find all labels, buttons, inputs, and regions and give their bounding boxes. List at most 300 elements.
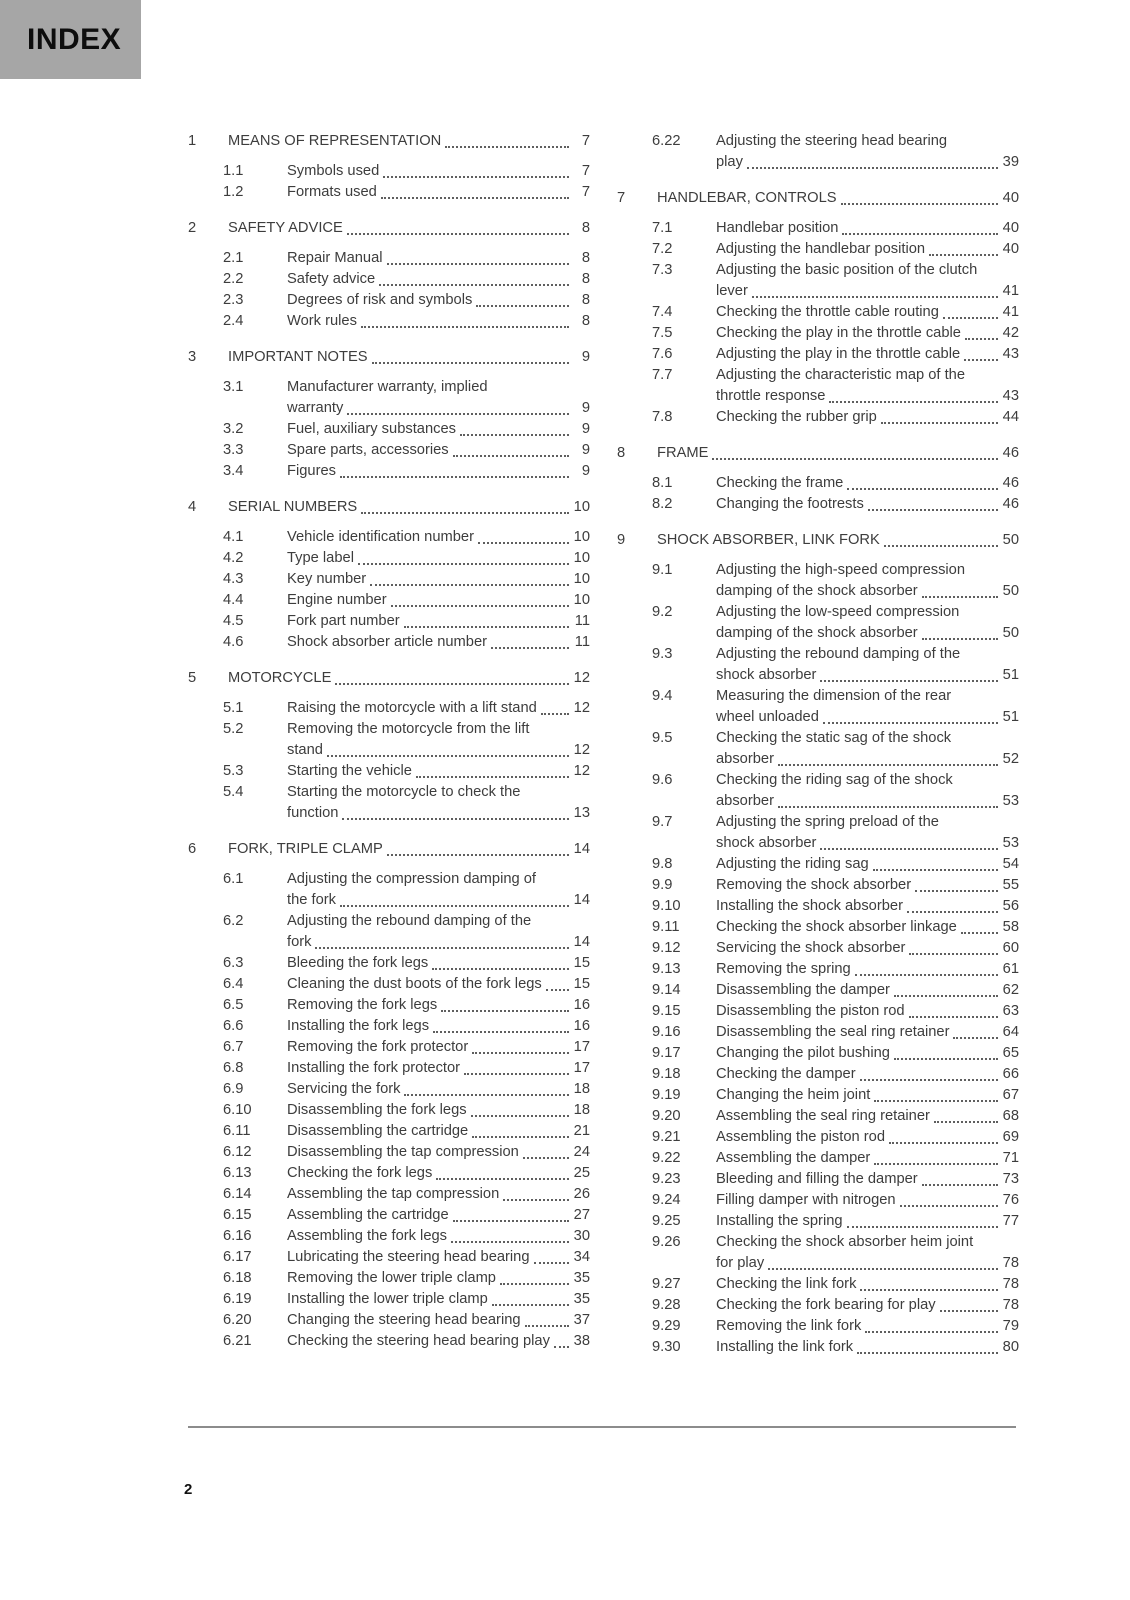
toc-entry-lastline bbox=[287, 1310, 590, 1331]
toc-entry-page: 50 bbox=[1002, 583, 1019, 599]
dotted-leader bbox=[372, 362, 569, 364]
toc-entry-page: 13 bbox=[573, 805, 590, 821]
toc-entry-lastline bbox=[287, 953, 590, 974]
dotted-leader bbox=[546, 989, 569, 991]
dotted-leader bbox=[842, 233, 998, 235]
dotted-leader bbox=[922, 1184, 998, 1186]
dotted-leader bbox=[855, 974, 998, 976]
toc-entry-title: Engine number bbox=[287, 592, 387, 608]
toc-entry-number: 4 bbox=[188, 499, 197, 515]
toc-sub-entry bbox=[617, 323, 1019, 344]
toc-sub-entry bbox=[617, 1232, 1019, 1274]
toc-entry-title: Removing the link fork bbox=[716, 1318, 862, 1334]
toc-entry-page: 14 bbox=[573, 841, 590, 857]
toc-sub-entry bbox=[617, 260, 1019, 302]
toc-entry-page: 14 bbox=[573, 892, 590, 908]
dotted-leader bbox=[445, 146, 569, 148]
toc-entry-title: Installing the fork protector bbox=[287, 1060, 461, 1076]
toc-entry-title: Checking the damper bbox=[716, 1066, 856, 1082]
toc-entry-body bbox=[287, 461, 590, 482]
toc-entry-number: 7.6 bbox=[652, 346, 673, 362]
toc-entry-number: 7.2 bbox=[652, 241, 673, 257]
toc-entry-number: 6.1 bbox=[223, 871, 244, 887]
toc-entry-body bbox=[716, 494, 1019, 515]
toc-entry-title-line: Starting the motorcycle to check the bbox=[287, 784, 521, 800]
toc-entry-body bbox=[716, 239, 1019, 260]
toc-entry-title: Formats used bbox=[287, 184, 377, 200]
toc-entry-number: 5.3 bbox=[223, 763, 244, 779]
toc-entry-body bbox=[716, 1274, 1019, 1295]
toc-entry-title: Changing the pilot bushing bbox=[716, 1045, 890, 1061]
toc-entry-number: 5.1 bbox=[223, 700, 244, 716]
toc-sub-entry bbox=[188, 974, 590, 995]
toc-entry-page: 50 bbox=[1002, 532, 1019, 548]
toc-entry-page: 50 bbox=[1002, 625, 1019, 641]
toc-entry-title: Work rules bbox=[287, 313, 357, 329]
toc-entry-body bbox=[716, 1190, 1019, 1211]
toc-entry-body bbox=[287, 1016, 590, 1037]
toc-entry-lastline bbox=[287, 974, 590, 995]
toc-entry-number: 7.7 bbox=[652, 367, 673, 383]
toc-entry-body bbox=[287, 911, 590, 953]
toc-entry-lastline bbox=[287, 548, 590, 569]
toc-entry-page: 18 bbox=[573, 1102, 590, 1118]
toc-entry-title: Filling damper with nitrogen bbox=[716, 1192, 896, 1208]
toc-entry-number: 2.2 bbox=[223, 271, 244, 287]
toc-entry-number: 8.2 bbox=[652, 496, 673, 512]
dotted-leader bbox=[820, 848, 998, 850]
toc-entry-page: 15 bbox=[573, 955, 590, 971]
toc-entry-page: 67 bbox=[1002, 1087, 1019, 1103]
toc-entry-lastline bbox=[716, 749, 1019, 770]
toc-entry-title-line: Measuring the dimension of the rear bbox=[716, 688, 952, 704]
toc-entry-number: 9.8 bbox=[652, 856, 673, 872]
toc-entry-body bbox=[716, 1295, 1019, 1316]
toc-entry-number: 6.16 bbox=[223, 1228, 252, 1244]
toc-entry-number: 6.9 bbox=[223, 1081, 244, 1097]
toc-entry-title: Installing the lower triple clamp bbox=[287, 1291, 488, 1307]
toc-entry-page: 18 bbox=[573, 1081, 590, 1097]
toc-entry-number: 9.19 bbox=[652, 1087, 681, 1103]
toc-entry-title: Disassembling the cartridge bbox=[287, 1123, 469, 1139]
toc-entry-title: IMPORTANT NOTES bbox=[228, 349, 368, 365]
toc-sub-entry bbox=[188, 1121, 590, 1142]
toc-entry-body bbox=[287, 440, 590, 461]
toc-entry-title: Disassembling the fork legs bbox=[287, 1102, 467, 1118]
dotted-leader bbox=[874, 1163, 998, 1165]
toc-entry-number: 9.20 bbox=[652, 1108, 681, 1124]
toc-entry-lastline bbox=[716, 407, 1019, 428]
toc-entry-page: 46 bbox=[1002, 475, 1019, 491]
toc-entry-number: 6.2 bbox=[223, 913, 244, 929]
toc-entry-body bbox=[716, 1127, 1019, 1148]
toc-entry-title: Adjusting the play in the throttle cable bbox=[716, 346, 961, 362]
toc-sub-entry bbox=[188, 377, 590, 419]
toc-entry-page: 9 bbox=[581, 463, 590, 479]
toc-entry-body bbox=[287, 527, 590, 548]
toc-entry-title: Assembling the damper bbox=[716, 1150, 871, 1166]
toc-entry-number: 4.4 bbox=[223, 592, 244, 608]
dotted-leader bbox=[865, 1331, 998, 1333]
dotted-leader bbox=[478, 542, 569, 544]
page-title: INDEX bbox=[27, 22, 122, 56]
toc-entry-number: 3.1 bbox=[223, 379, 244, 395]
toc-entry-number: 7.8 bbox=[652, 409, 673, 425]
toc-entry-page: 78 bbox=[1002, 1276, 1019, 1292]
toc-entry-title: FRAME bbox=[657, 445, 709, 461]
toc-entry-number: 9.16 bbox=[652, 1024, 681, 1040]
toc-sub-entry bbox=[188, 761, 590, 782]
toc-entry-body bbox=[716, 1169, 1019, 1190]
toc-entry-body bbox=[716, 854, 1019, 875]
toc-sub-entry bbox=[188, 161, 590, 182]
toc-entry-body bbox=[287, 1121, 590, 1142]
toc-entry-number: 5.4 bbox=[223, 784, 244, 800]
toc-entry-body bbox=[716, 875, 1019, 896]
toc-entry-page: 9 bbox=[581, 349, 590, 365]
dotted-leader bbox=[894, 995, 998, 997]
dotted-leader bbox=[909, 1016, 998, 1018]
toc-entry-title: Installing the shock absorber bbox=[716, 898, 903, 914]
toc-entry-number: 6.11 bbox=[223, 1123, 251, 1139]
toc-entry-page: 12 bbox=[573, 763, 590, 779]
dotted-leader bbox=[934, 1121, 998, 1123]
toc-entry-title: Handlebar position bbox=[716, 220, 839, 236]
toc-sub-entry bbox=[188, 698, 590, 719]
dotted-leader bbox=[778, 764, 998, 766]
toc-entry-lastline bbox=[287, 1142, 590, 1163]
toc-entry-number: 7.1 bbox=[652, 220, 673, 236]
toc-sub-entry bbox=[617, 473, 1019, 494]
dotted-leader bbox=[370, 584, 569, 586]
toc-sub-entry bbox=[617, 239, 1019, 260]
toc-entry-number: 6.19 bbox=[223, 1291, 252, 1307]
dotted-leader bbox=[525, 1325, 569, 1327]
toc-entry-title-line: Adjusting the characteristic map of the bbox=[716, 367, 965, 383]
toc-entry-title: fork bbox=[287, 934, 312, 950]
toc-entry-title: MOTORCYCLE bbox=[228, 670, 332, 686]
toc-entry-title: Removing the shock absorber bbox=[716, 877, 912, 893]
toc-entry-title-line: Removing the motorcycle from the lift bbox=[287, 721, 530, 737]
toc-sub-entry bbox=[617, 959, 1019, 980]
toc-entry-page: 21 bbox=[573, 1123, 590, 1139]
toc-entry-page: 12 bbox=[573, 700, 590, 716]
toc-entry-lastline bbox=[716, 1274, 1019, 1295]
dotted-leader bbox=[884, 545, 998, 547]
toc-entry-number: 4.5 bbox=[223, 613, 244, 629]
toc-entry-lastline bbox=[657, 188, 1019, 209]
toc-entry-page: 39 bbox=[1002, 154, 1019, 170]
toc-entry-lastline bbox=[287, 161, 590, 182]
toc-sub-entry bbox=[617, 131, 1019, 173]
toc-sub-entry bbox=[617, 302, 1019, 323]
toc-entry-lastline bbox=[716, 1148, 1019, 1169]
toc-entry-page: 11 bbox=[574, 613, 590, 629]
toc-entry-page: 63 bbox=[1002, 1003, 1019, 1019]
toc-entry-number: 6.8 bbox=[223, 1060, 244, 1076]
toc-entry-lastline bbox=[287, 419, 590, 440]
toc-entry-page: 60 bbox=[1002, 940, 1019, 956]
toc-sub-entry bbox=[188, 548, 590, 569]
toc-entry-body bbox=[287, 590, 590, 611]
toc-sub-entry bbox=[617, 770, 1019, 812]
toc-sub-entry bbox=[617, 1337, 1019, 1358]
toc-entry-body bbox=[716, 644, 1019, 686]
toc-entry-number: 6.22 bbox=[652, 133, 681, 149]
toc-entry-page: 8 bbox=[581, 313, 590, 329]
toc-entry-title: Disassembling the piston rod bbox=[716, 1003, 905, 1019]
dotted-leader bbox=[460, 434, 569, 436]
toc-entry-title: Fork part number bbox=[287, 613, 400, 629]
dotted-leader bbox=[534, 1262, 569, 1264]
dotted-leader bbox=[940, 1310, 998, 1312]
toc-entry-lastline bbox=[657, 443, 1019, 464]
dotted-leader bbox=[961, 932, 998, 934]
dotted-leader bbox=[404, 626, 569, 628]
toc-entry-title-line: Adjusting the high-speed compression bbox=[716, 562, 966, 578]
toc-entry-body bbox=[287, 569, 590, 590]
toc-entry-title: Installing the spring bbox=[716, 1213, 843, 1229]
dotted-leader bbox=[471, 1115, 569, 1117]
toc-entry-body bbox=[716, 1211, 1019, 1232]
toc-entry-body bbox=[657, 443, 1019, 464]
toc-entry-lastline bbox=[716, 1127, 1019, 1148]
dotted-leader bbox=[327, 755, 569, 757]
toc-entry-number: 6.5 bbox=[223, 997, 244, 1013]
toc-entry-number: 9.24 bbox=[652, 1192, 681, 1208]
toc-entry-page: 24 bbox=[573, 1144, 590, 1160]
toc-entry-body bbox=[716, 896, 1019, 917]
toc-entry-body bbox=[287, 1331, 590, 1352]
toc-entry-number: 3 bbox=[188, 349, 197, 365]
toc-entry-body bbox=[716, 686, 1019, 728]
toc-entry-page: 27 bbox=[573, 1207, 590, 1223]
toc-entry-number: 4.6 bbox=[223, 634, 244, 650]
toc-entry-title: Raising the motorcycle with a lift stand bbox=[287, 700, 537, 716]
toc-entry-title: Checking the fork legs bbox=[287, 1165, 433, 1181]
toc-section-entry bbox=[617, 443, 1019, 464]
toc-entry-title: Removing the fork protector bbox=[287, 1039, 469, 1055]
toc-entry-number: 5.2 bbox=[223, 721, 244, 737]
toc-sub-entry bbox=[617, 1169, 1019, 1190]
toc-entry-page: 10 bbox=[573, 571, 590, 587]
dotted-leader bbox=[340, 905, 569, 907]
dotted-leader bbox=[523, 1157, 569, 1159]
toc-entry-number: 6.18 bbox=[223, 1270, 252, 1286]
toc-entry-body bbox=[716, 344, 1019, 365]
index-header bbox=[0, 0, 141, 79]
toc-entry-page: 55 bbox=[1002, 877, 1019, 893]
toc-entry-body bbox=[716, 1085, 1019, 1106]
toc-entry-title: Spare parts, accessories bbox=[287, 442, 449, 458]
toc-entry-body bbox=[228, 347, 590, 368]
toc-entry-lastline bbox=[228, 668, 590, 689]
toc-entry-body bbox=[716, 1337, 1019, 1358]
toc-sub-entry bbox=[188, 911, 590, 953]
toc-entry-page: 17 bbox=[573, 1039, 590, 1055]
toc-sub-entry bbox=[617, 1022, 1019, 1043]
toc-entry-page: 35 bbox=[573, 1270, 590, 1286]
toc-entry-title-line: Adjusting the basic position of the clutch bbox=[716, 262, 978, 278]
toc-entry-page: 8 bbox=[581, 271, 590, 287]
toc-sub-entry bbox=[188, 440, 590, 461]
toc-entry-number: 6 bbox=[188, 841, 197, 857]
toc-entry-body bbox=[716, 1064, 1019, 1085]
toc-entry-title-line: Manufacturer warranty, implied bbox=[287, 379, 488, 395]
dotted-leader bbox=[922, 638, 998, 640]
toc-entry-body bbox=[716, 1232, 1019, 1274]
toc-entry-lastline bbox=[287, 1226, 590, 1247]
dotted-leader bbox=[358, 563, 569, 565]
dotted-leader bbox=[347, 413, 569, 415]
toc-entry-page: 15 bbox=[573, 976, 590, 992]
toc-sub-entry bbox=[188, 461, 590, 482]
toc-entry-title: Installing the link fork bbox=[716, 1339, 854, 1355]
toc-column-left bbox=[188, 131, 590, 1352]
dotted-leader bbox=[909, 953, 998, 955]
toc-sub-entry bbox=[188, 1037, 590, 1058]
dotted-leader bbox=[747, 167, 998, 169]
toc-entry-title-line: Adjusting the steering head bearing bbox=[716, 133, 948, 149]
toc-entry-body bbox=[228, 668, 590, 689]
toc-entry-page: 69 bbox=[1002, 1129, 1019, 1145]
toc-entry-number: 9.14 bbox=[652, 982, 681, 998]
toc-entry-body bbox=[287, 548, 590, 569]
toc-entry-page: 30 bbox=[573, 1228, 590, 1244]
dotted-leader bbox=[387, 263, 569, 265]
toc-entry-body bbox=[716, 260, 1019, 302]
toc-entry-lastline bbox=[287, 698, 590, 719]
toc-entry-title: Assembling the fork legs bbox=[287, 1228, 448, 1244]
toc-entry-body bbox=[287, 1100, 590, 1121]
toc-entry-lastline bbox=[287, 761, 590, 782]
toc-entry-number: 9.13 bbox=[652, 961, 681, 977]
toc-sub-entry bbox=[617, 896, 1019, 917]
dotted-leader bbox=[868, 509, 998, 511]
toc-entry-body bbox=[287, 869, 590, 911]
toc-entry-page: 46 bbox=[1002, 496, 1019, 512]
toc-entry-number: 3.3 bbox=[223, 442, 244, 458]
toc-entry-page: 10 bbox=[573, 592, 590, 608]
toc-entry-body bbox=[716, 218, 1019, 239]
toc-entry-page: 42 bbox=[1002, 325, 1019, 341]
dotted-leader bbox=[416, 776, 569, 778]
toc-entry-number: 9.3 bbox=[652, 646, 673, 662]
toc-entry-number: 9.27 bbox=[652, 1276, 681, 1292]
toc-entry-title: Lubricating the steering head bearing bbox=[287, 1249, 530, 1265]
toc-entry-title: Fuel, auxiliary substances bbox=[287, 421, 456, 437]
toc-entry-body bbox=[716, 770, 1019, 812]
toc-entry-page: 79 bbox=[1002, 1318, 1019, 1334]
dotted-leader bbox=[778, 806, 998, 808]
toc-sub-entry bbox=[617, 1274, 1019, 1295]
toc-entry-number: 6.15 bbox=[223, 1207, 252, 1223]
toc-entry-title: absorber bbox=[716, 751, 774, 767]
toc-section-entry bbox=[617, 530, 1019, 551]
toc-entry-title: Changing the heim joint bbox=[716, 1087, 871, 1103]
dotted-leader bbox=[476, 305, 569, 307]
toc-entry-lastline bbox=[657, 530, 1019, 551]
dotted-leader bbox=[847, 1226, 998, 1228]
toc-entry-number: 4.1 bbox=[223, 529, 244, 545]
dotted-leader bbox=[823, 722, 998, 724]
toc-entry-page: 56 bbox=[1002, 898, 1019, 914]
toc-sub-entry bbox=[188, 1016, 590, 1037]
toc-entry-page: 9 bbox=[581, 400, 590, 416]
toc-entry-lastline bbox=[716, 1169, 1019, 1190]
toc-entry-lastline bbox=[716, 896, 1019, 917]
toc-entry-lastline bbox=[287, 1268, 590, 1289]
dotted-leader bbox=[900, 1205, 998, 1207]
toc-entry-body bbox=[716, 323, 1019, 344]
toc-entry-page: 76 bbox=[1002, 1192, 1019, 1208]
toc-entry-page: 78 bbox=[1002, 1297, 1019, 1313]
toc-entry-title: Figures bbox=[287, 463, 336, 479]
toc-entry-title: Disassembling the tap compression bbox=[287, 1144, 519, 1160]
toc-entry-page: 54 bbox=[1002, 856, 1019, 872]
toc-sub-entry bbox=[188, 1163, 590, 1184]
dotted-leader bbox=[379, 284, 569, 286]
toc-entry-number: 9.6 bbox=[652, 772, 673, 788]
toc-entry-number: 2.3 bbox=[223, 292, 244, 308]
dotted-leader bbox=[436, 1178, 569, 1180]
toc-sub-entry bbox=[188, 1079, 590, 1100]
toc-entry-body bbox=[716, 917, 1019, 938]
toc-entry-number: 7.5 bbox=[652, 325, 673, 341]
toc-sub-entry bbox=[188, 527, 590, 548]
toc-entry-lastline bbox=[287, 1100, 590, 1121]
dotted-leader bbox=[768, 1268, 998, 1270]
toc-entry-page: 78 bbox=[1002, 1255, 1019, 1271]
toc-sub-entry bbox=[617, 1085, 1019, 1106]
dotted-leader bbox=[907, 911, 998, 913]
toc-sub-entry bbox=[617, 1148, 1019, 1169]
dotted-leader bbox=[922, 596, 998, 598]
toc-entry-title: shock absorber bbox=[716, 835, 817, 851]
toc-entry-body bbox=[287, 974, 590, 995]
toc-entry-page: 51 bbox=[1002, 667, 1019, 683]
toc-entry-page: 52 bbox=[1002, 751, 1019, 767]
toc-entry-title: Adjusting the riding sag bbox=[716, 856, 869, 872]
toc-entry-page: 40 bbox=[1002, 241, 1019, 257]
toc-entry-title: damping of the shock absorber bbox=[716, 625, 918, 641]
toc-entry-title: Shock absorber article number bbox=[287, 634, 488, 650]
toc-entry-lastline bbox=[716, 917, 1019, 938]
toc-entry-lastline bbox=[287, 1121, 590, 1142]
dotted-leader bbox=[820, 680, 998, 682]
toc-entry-page: 10 bbox=[573, 499, 590, 515]
toc-entry-page: 16 bbox=[573, 997, 590, 1013]
toc-entry-body bbox=[716, 407, 1019, 428]
dotted-leader bbox=[943, 317, 998, 319]
toc-sub-entry bbox=[617, 560, 1019, 602]
toc-sub-entry bbox=[188, 311, 590, 332]
toc-entry-page: 41 bbox=[1002, 304, 1019, 320]
toc-entry-lastline bbox=[716, 1085, 1019, 1106]
toc-entry-number: 2 bbox=[188, 220, 197, 236]
toc-entry-lastline bbox=[287, 890, 590, 911]
toc-entry-page: 43 bbox=[1002, 346, 1019, 362]
toc-entry-lastline bbox=[716, 581, 1019, 602]
toc-entry-lastline bbox=[287, 632, 590, 653]
toc-entry-page: 16 bbox=[573, 1018, 590, 1034]
toc-entry-body bbox=[287, 1142, 590, 1163]
toc-entry-title-line: Checking the shock absorber heim joint bbox=[716, 1234, 974, 1250]
toc-entry-title: Type label bbox=[287, 550, 354, 566]
dotted-leader bbox=[541, 713, 569, 715]
toc-entry-title: SHOCK ABSORBER, LINK FORK bbox=[657, 532, 880, 548]
toc-sub-entry bbox=[188, 611, 590, 632]
